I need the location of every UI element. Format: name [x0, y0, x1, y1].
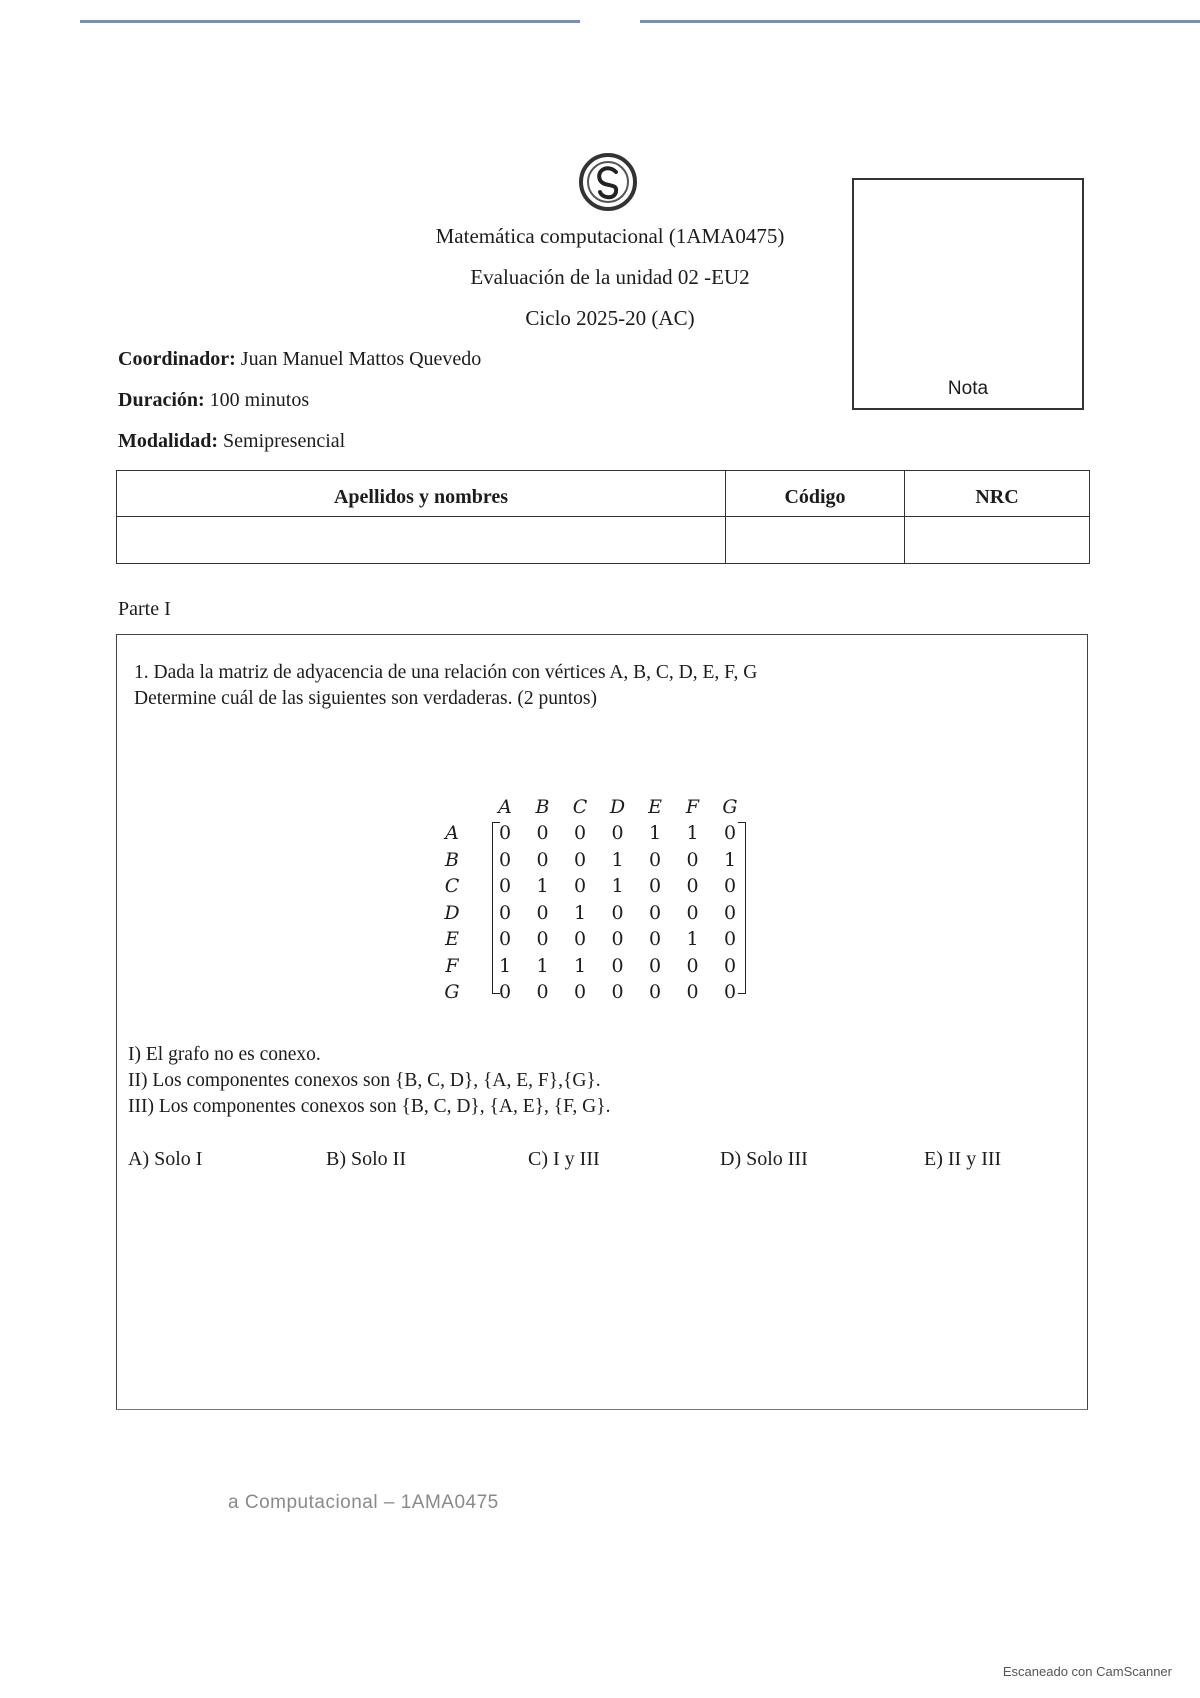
- course-title: Matemática computacional (1AMA0475): [435, 224, 785, 248]
- matrix-cell: 0: [611, 901, 624, 924]
- nrc-field[interactable]: [905, 517, 1090, 564]
- matrix-row-label: A: [445, 822, 459, 844]
- matrix-cell: 0: [536, 928, 549, 950]
- student-id-table: [116, 470, 1090, 564]
- matrix-cell: 1: [611, 848, 624, 871]
- option-b[interactable]: B) Solo II: [326, 1148, 406, 1170]
- modality-line: [118, 430, 345, 453]
- modality-label: Modalidad:: [118, 430, 219, 452]
- header-names: Apellidos y nombres: [117, 471, 726, 517]
- duration-line: [118, 389, 309, 412]
- matrix-cell: 0: [648, 928, 662, 950]
- matrix-col-label: C: [572, 796, 588, 818]
- matrix-row-label: B: [445, 848, 459, 871]
- matrix-cell: 1: [573, 954, 587, 977]
- matrix-cell: 0: [498, 875, 512, 897]
- coordinator-value: Juan Manuel Mattos Quevedo: [240, 348, 482, 370]
- matrix-row-label: F: [445, 954, 459, 977]
- matrix-col-label: A: [498, 796, 512, 818]
- matrix-cell: 0: [686, 848, 699, 871]
- matrix-cell: 0: [686, 981, 699, 1003]
- matrix-cell: 1: [498, 954, 512, 977]
- matrix-cell: 0: [536, 848, 549, 871]
- matrix-cell: 1: [573, 901, 587, 924]
- option-d[interactable]: D) Solo III: [720, 1148, 808, 1170]
- matrix-cell: 0: [536, 981, 549, 1003]
- matrix-cell: 1: [648, 822, 662, 844]
- matrix-row-label: E: [445, 928, 459, 950]
- header-code: Código: [726, 471, 905, 517]
- matrix-cell: 0: [648, 875, 662, 897]
- matrix-cell: 0: [723, 928, 737, 950]
- modality-value: Semipresencial: [223, 430, 346, 452]
- statement-1: I) El grafo no es conexo.: [128, 1044, 321, 1065]
- matrix-cell: 0: [611, 954, 624, 977]
- matrix-cell: 0: [648, 901, 662, 924]
- matrix-cell: 0: [498, 822, 512, 844]
- question-statement: 1. Dada la matriz de adyacencia de una relación con vértices A, B, C, D, E, F, G: [134, 662, 758, 683]
- matrix-cell: 0: [686, 875, 699, 897]
- section-title: Parte I: [118, 598, 171, 620]
- evaluation-title: Evaluación de la unidad 02 -EU2: [470, 265, 750, 289]
- matrix-cell: 0: [498, 901, 512, 924]
- matrix-col-label: B: [535, 796, 550, 818]
- coordinator-label: Coordinador:: [118, 348, 236, 370]
- option-e[interactable]: E) II y III: [924, 1148, 1002, 1170]
- matrix-cell: 0: [573, 928, 587, 950]
- matrix-cell: 0: [611, 928, 624, 950]
- question-box: [116, 634, 1088, 1410]
- matrix-cell: 0: [611, 981, 624, 1003]
- header-nrc: NRC: [905, 471, 1090, 517]
- matrix-cell: 0: [611, 822, 624, 844]
- page-footer: a Computacional – 1AMA0475: [228, 1492, 499, 1513]
- duration-label: Duración:: [118, 389, 205, 411]
- scan-top-line-left: [80, 20, 580, 23]
- matrix-col-label: G: [722, 796, 738, 818]
- option-c[interactable]: C) I y III: [528, 1148, 600, 1170]
- option-a[interactable]: A) Solo I: [128, 1148, 203, 1170]
- matrix-cell: 1: [536, 954, 549, 977]
- matrix-col-label: F: [685, 796, 700, 818]
- matrix-cell: 0: [573, 822, 587, 844]
- grade-box[interactable]: [852, 178, 1084, 410]
- matrix-cell: 0: [723, 822, 737, 844]
- matrix-cell: 0: [723, 954, 737, 977]
- matrix-cell: 0: [723, 875, 737, 897]
- matrix-col-label: D: [609, 796, 626, 818]
- statement-3: III) Los componentes conexos son {B, C, D}, {A, E}, {F, G}.: [128, 1096, 611, 1117]
- coordinator-line: [118, 348, 481, 371]
- matrix-cell: 0: [536, 901, 549, 924]
- scanner-watermark: Escaneado con CamScanner: [1002, 1664, 1172, 1679]
- matrix-row-label: G: [444, 981, 460, 1003]
- code-field[interactable]: [726, 517, 905, 564]
- matrix-cell: 1: [536, 875, 549, 897]
- matrix-cell: 0: [573, 875, 587, 897]
- matrix-cell: 0: [498, 928, 512, 950]
- matrix-row-label: D: [444, 901, 460, 924]
- matrix-cell: 1: [686, 822, 699, 844]
- matrix-cell: 1: [686, 928, 699, 950]
- matrix-row-label: C: [444, 875, 460, 897]
- matrix-cell: 0: [686, 954, 699, 977]
- matrix-cell: 0: [648, 981, 662, 1003]
- grade-label: Nota: [947, 378, 989, 399]
- matrix-cell: 0: [498, 848, 512, 871]
- matrix-cell: 0: [573, 848, 587, 871]
- matrix-cell: 0: [648, 954, 662, 977]
- question-instruction: Determine cuál de las siguientes son verdaderas. (2 puntos): [134, 688, 597, 709]
- names-field[interactable]: [117, 517, 726, 564]
- matrix-cell: 0: [648, 848, 662, 871]
- matrix-cell: 0: [573, 981, 587, 1003]
- adjacency-matrix: [440, 796, 760, 1008]
- scan-top-line-right: [640, 20, 1200, 23]
- university-logo-icon: [578, 152, 638, 212]
- matrix-cell: 0: [723, 981, 737, 1003]
- statement-2: II) Los componentes conexos son {B, C, D}, {A, E, F},{G}.: [128, 1070, 601, 1091]
- matrix-cell: 0: [723, 901, 737, 924]
- matrix-cell: 0: [536, 822, 549, 844]
- cycle-title: Ciclo 2025-20 (AC): [525, 306, 695, 330]
- matrix-cell: 0: [686, 901, 699, 924]
- matrix-cell: 1: [611, 875, 624, 897]
- matrix-col-label: E: [648, 796, 662, 818]
- duration-value: 100 minutos: [209, 389, 310, 411]
- matrix-cell: 0: [498, 981, 512, 1003]
- matrix-cell: 1: [723, 848, 737, 871]
